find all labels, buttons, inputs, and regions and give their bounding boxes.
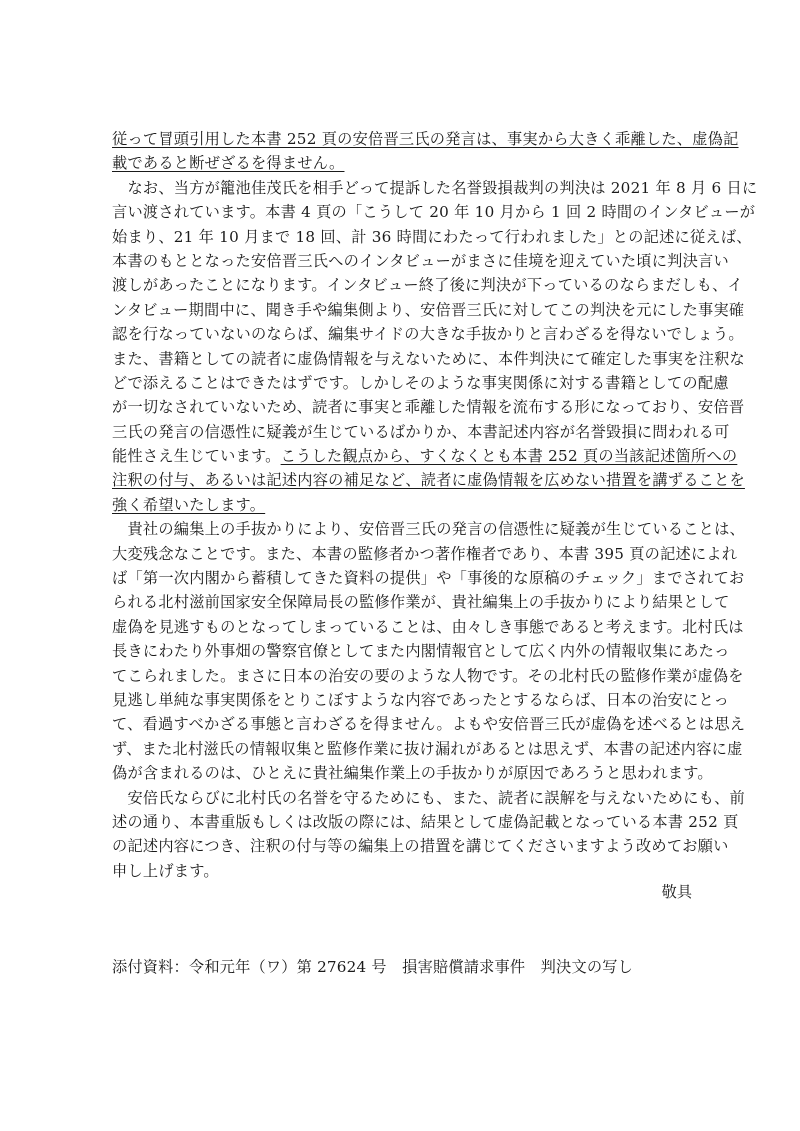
underlined-text: 従って冒頭引用した本書 252 頁の安倍晋三氏の発言は、事実から大きく乖離した、虚偽記	[112, 130, 739, 148]
line-text: 述の通り、本書重版もしくは改版の際には、結果として虚偽記載となっている本書 252 頁	[112, 812, 739, 831]
text-line	[112, 249, 729, 273]
text-line	[112, 151, 692, 175]
text-line	[112, 273, 743, 297]
text-line	[112, 420, 730, 444]
text-line	[112, 347, 745, 371]
line-text: どで添えることはできたはずです。しかしそのような事実関係に対する書籍としての配慮	[112, 373, 729, 392]
text-line	[112, 517, 745, 541]
text-line	[112, 298, 745, 322]
line-text: 三氏の発言の信憑性に疑義が生じているばかりか、本書記述内容が名誉毀損に問われる可	[112, 422, 730, 441]
line-text: 安倍氏ならびに北村氏の名誉を守るためにも、また、読者に誤解を与えないためにも、前	[112, 788, 745, 807]
text-line	[112, 322, 744, 346]
line-text: ンタビュー期間中に、聞き手や編集側より、安倍晋三氏に対してこの判決を元にした事実確	[112, 300, 745, 319]
line-text: 言い渡されています。本書 4 頁の「こうして 20 年 10 月から 1 回 2 時間のインタビューが	[112, 203, 756, 222]
underlined-text: こうした観点から、すくなくとも本書 252 頁の当該記述箇所への	[280, 447, 738, 466]
underlined-text: 注釈の付与、あるいは記述内容の補足など、読者に虚偽情報を広めない措置を講ずることを	[112, 471, 745, 490]
text-line	[112, 371, 729, 395]
line-text: の記述内容につき、注釈の付与等の編集上の措置を講じてくださいますよう改めてお願い	[112, 837, 729, 856]
line-text: 見逃し単純な事実関係をとりこぼすような内容であったとするならば、日本の治安にとっ	[112, 690, 730, 709]
text-line	[112, 786, 745, 810]
closing-salutation: 敬具	[661, 883, 692, 901]
line-text: 偽が含まれるのは、ひとえに貴社編集作業上の手抜かりが原因であろうと思われます。	[112, 764, 713, 783]
text-line	[112, 688, 730, 712]
line-text: 能性さえ生じています。	[112, 447, 281, 466]
line-text: てこられました。まさに日本の治安の要のような人物です。その北村氏の監修作業が虚偽を	[112, 666, 744, 685]
line-text: 長きにわたり外事畑の警察官僚としてまた内閣情報官として広く内外の情報収集にあたっ	[112, 642, 730, 661]
line-text: 始まり、21 年 10 月まで 18 回、計 36 時間にわたって行われました」との記述に従えば、	[112, 227, 752, 246]
underlined-text: 載であると断ぜざるを得ません。	[112, 154, 345, 173]
text-line	[112, 737, 743, 761]
text-line	[112, 639, 730, 663]
text-line	[112, 615, 744, 639]
text-line	[112, 468, 745, 492]
text-line	[112, 127, 739, 151]
letter-body	[112, 127, 758, 883]
text-line	[112, 590, 730, 614]
line-text: 認を行なっていないのならば、編集サイドの大きな手抜かりと言わざるを得ないでしょう。	[112, 325, 744, 344]
text-line	[112, 176, 758, 200]
line-text: ず、また北村滋氏の情報収集と監修作業に抜け漏れがあるとは思えず、本書の記述内容に虚	[112, 739, 743, 758]
line-text: が一切なされていないため、読者に事実と乖離した情報を流布する形になっており、安倍晋	[112, 398, 745, 417]
line-text: ば「第一次内閣から蓄積してきた資料の提供」や「事後的な原稿のチェック」までされてお	[112, 569, 745, 588]
text-line	[112, 542, 738, 566]
line-text: 虚偽を見逃すものとなってしまっていることは、由々しき事態であると考えます。北村氏は	[112, 617, 744, 636]
text-line	[112, 444, 738, 468]
text-line	[112, 664, 744, 688]
attachment-note: 添付資料：令和元年（ワ）第 27624 号 損害賠償請求事件 判決文の写し	[112, 958, 633, 976]
line-text: られる北村滋前国家安全保障局長の監修作業が、貴社編集上の手抜かりにより結果として	[112, 593, 730, 612]
text-line	[112, 712, 746, 736]
line-text: また、書籍としての読者に虚偽情報を与えないために、本件判決にて確定した事実を注釈な	[112, 349, 745, 368]
underlined-text: 強く希望いたします。	[112, 495, 266, 514]
line-text: 貴社の編集上の手抜かりにより、安倍晋三氏の発言の信憑性に疑義が生じていることは、	[112, 520, 745, 539]
line-text: 大変残念なことです。また、本書の監修者かつ著作権者であり、本書 395 頁の記述によれ	[112, 544, 738, 563]
line-text: なお、当方が籠池佳茂氏を相手どって提訴した名誉毀損裁判の判決は 2021 年 8 月 6 日に	[112, 178, 758, 197]
line-text: 申し上げます。	[112, 861, 219, 880]
line-text: 本書のもととなった安倍晋三氏へのインタビューがまさに佳境を迎えていた頃に判決言い	[112, 251, 729, 270]
text-line	[112, 566, 745, 590]
text-line	[112, 225, 752, 249]
text-line	[112, 834, 729, 858]
text-line	[112, 810, 739, 834]
line-text: 渡しがあったことになります。インタビュー終了後に判決が下っているのならまだしも、イ	[112, 276, 743, 295]
text-line	[112, 761, 713, 785]
text-line	[112, 395, 745, 419]
text-line	[112, 493, 692, 517]
text-line	[112, 200, 756, 224]
line-text: て、看過すべかざる事態と言わざるを得ません。よもや安倍晋三氏が虚偽を述べるとは思え	[112, 715, 746, 734]
